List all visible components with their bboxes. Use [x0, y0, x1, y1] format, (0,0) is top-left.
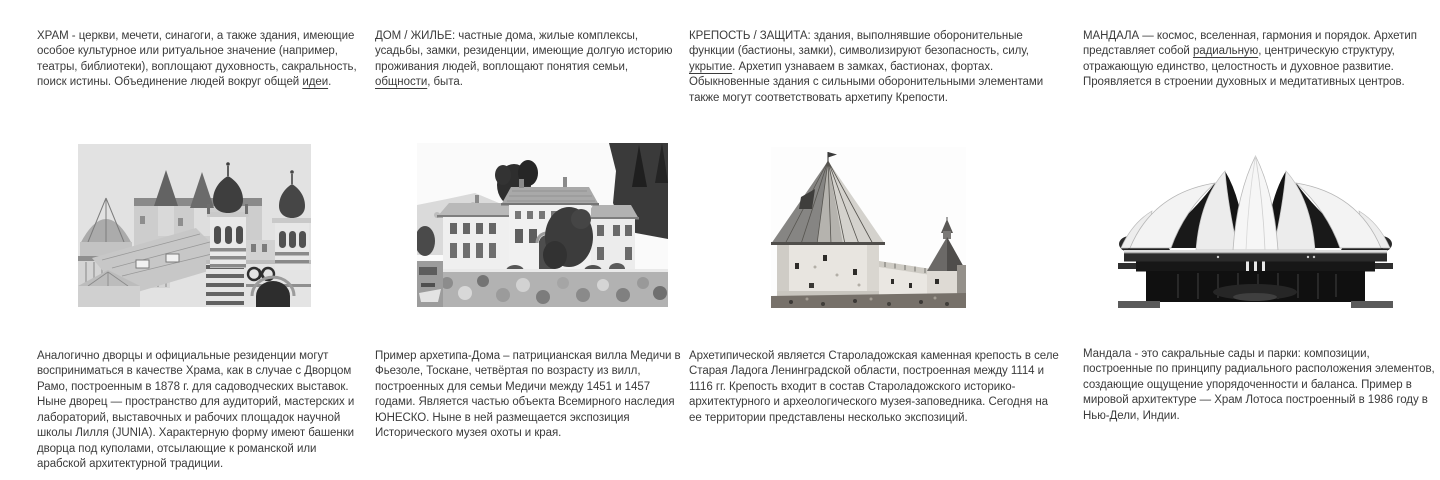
ladoga-fortress-illustration	[771, 147, 966, 308]
villa-medici-illustration	[417, 143, 668, 307]
photo-lotus-temple	[1118, 151, 1393, 308]
home-description-pre: ДОМ / ЖИЛЬЕ: частные дома, жилые комплексы, усадьбы, замки, резиденции, имеющие долгую историю проживания людей, воплощают понятия семьи,	[375, 29, 673, 73]
mandala-description-pre: МАНДАЛА — космос, вселенная, гармония и порядок. Архетип представляет собой	[1083, 29, 1417, 57]
home-underlined-word: общности	[375, 76, 428, 88]
photo-villa-medici	[417, 143, 668, 307]
fortress-description	[689, 29, 1045, 107]
home-description-post: , быта.	[427, 76, 463, 88]
fortress-description-post: . Архетип узнаваем в замках, бастионах, фортах. Обыкновенные здания с сильными оборонительными элементами также могут соответствовать архетипу Крепости.	[689, 60, 1044, 104]
lotus-temple-illustration	[1118, 151, 1393, 308]
fortress-caption: Архетипической является Староладожская каменная крепость в селе Старая Ладога Ленинградской области, построенная между 1114 и 1116 гг. Крепость входит в состав Староладожского историко-архитектурного и археологического музея-заповедника. Сегодня на ее территории представлены несколько экспозиций.	[689, 349, 1059, 424]
photo-palais-rameau	[78, 144, 311, 307]
temple-description-pre: ХРАМ - церкви, мечети, синагоги, а также здания, имеющие особое культурное или ритуальное значение (например, театры, библиотеки), воплощают духовность, сакральность, поиск истины. Объединение людей вокруг общей	[37, 29, 357, 88]
mandala-underlined-word: радиальную	[1192, 45, 1259, 57]
temple-description-post: .	[328, 76, 332, 88]
mandala-description-post: , центрическую структуру, отражающую единство, целостность и духовное развитие. Проявляется в строении духовных и медитативных центров.	[1083, 45, 1405, 88]
home-caption: Пример архетипа-Дома – патрицианская вилла Медичи в Фьезоле, Тоскане, четвёртая по возрасту из вилл, построенных для семьи Медичи между 1451 и 1457 годами. Является частью объекта Всемирного наследия ЮНЕСКО. Ныне в ней размещается экспозиция Исторического музея охоты и края.	[375, 349, 681, 439]
temple-description	[37, 29, 359, 91]
temple-caption: Аналогично дворцы и официальные резиденции могут восприниматься в качестве Храма, как в случае с Дворцом Рамо, построенным в 1878 г. для садоводческих выставок. Ныне дворец — пространство для аудиторий, мастерских и лабораторий, выставочных и рабочих площадок научной школы Лилля (JUNIA). Характерную форму имеют башенки дворца под куполами, отсылающие к романской или арабской архитектурной традиции.	[37, 349, 355, 470]
home-description	[375, 29, 675, 91]
mandala-caption: Мандала - это сакральные сады и парки: композиции, построенные по принципу радиального расположения элементов, создающие ощущение упорядоченности и баланса. Пример в мировой архитектуре — Храм Лотоса построенный в 1986 году в Нью-Дели, Индии.	[1083, 347, 1435, 422]
palais-rameau-illustration	[78, 144, 311, 307]
fortress-description-pre: КРЕПОСТЬ / ЗАЩИТА: здания, выполнявшие оборонительные функции (бастионы, замки), символизируют безопасность, силу,	[689, 29, 1029, 57]
mandala-description	[1083, 29, 1431, 91]
temple-underlined-word: идеи	[302, 76, 329, 88]
photo-staraya-ladoga-fortress	[771, 147, 966, 308]
fortress-underlined-word: укрытие	[689, 60, 733, 73]
